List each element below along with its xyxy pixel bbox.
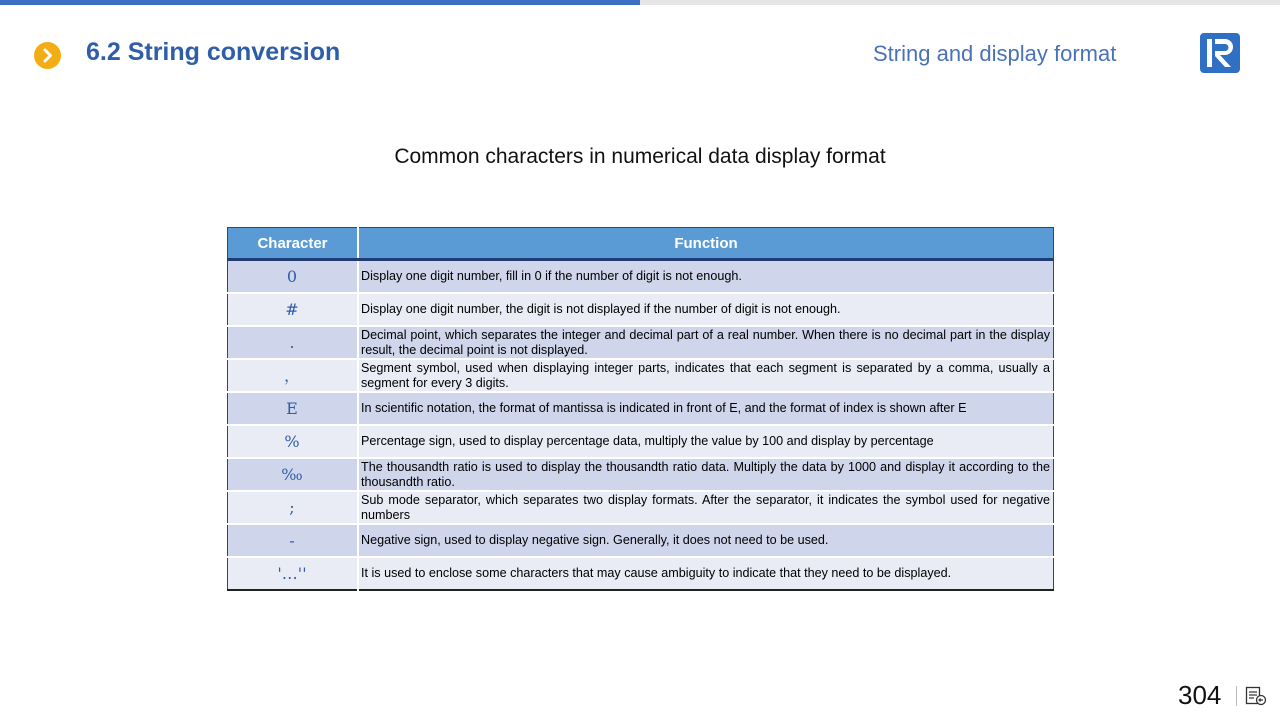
table-row bbox=[228, 491, 1054, 524]
progress-bar bbox=[0, 0, 1280, 5]
table-header-row bbox=[228, 228, 1054, 260]
character-cell: # bbox=[228, 293, 359, 326]
character-cell: . bbox=[228, 326, 359, 359]
function-cell: Negative sign, used to display negative sign. Generally, it does not need to be used. bbox=[358, 524, 1054, 557]
character-cell: E bbox=[228, 392, 359, 425]
section-title: 6.2 String conversion bbox=[86, 38, 341, 66]
table-row bbox=[228, 260, 1054, 294]
function-cell: Display one digit number, the digit is not displayed if the number of digit is not enough. bbox=[358, 293, 1054, 326]
character-cell: % bbox=[228, 425, 359, 458]
table-row bbox=[228, 326, 1054, 359]
function-cell: In scientific notation, the format of mantissa is indicated in front of E, and the format of index is shown after E bbox=[358, 392, 1054, 425]
header-subtitle: String and display format bbox=[873, 41, 1117, 66]
r-logo-icon bbox=[1199, 32, 1241, 74]
column-header-character: Character bbox=[228, 228, 359, 260]
column-header-function: Function bbox=[358, 228, 1054, 260]
table-caption: Common characters in numerical data display format bbox=[394, 145, 886, 168]
function-cell: The thousandth ratio is used to display the thousandth ratio data. Multiply the data by 1000 and display it according to the thousandth ratio. bbox=[358, 458, 1054, 491]
chevron-right-icon bbox=[34, 42, 61, 69]
character-cell: ‰ bbox=[228, 458, 359, 491]
function-cell: Segment symbol, used when displaying integer parts, indicates that each segment is separated by a comma, usually a segment for every 3 digits. bbox=[358, 359, 1054, 392]
table-row bbox=[228, 458, 1054, 491]
function-cell: It is used to enclose some characters that may cause ambiguity to indicate that they need to be displayed. bbox=[358, 557, 1054, 590]
function-cell: Decimal point, which separates the integer and decimal part of a real number. When there is no decimal part in the display result, the decimal point is not displayed. bbox=[358, 326, 1054, 359]
table-row bbox=[228, 293, 1054, 326]
character-cell: - bbox=[228, 524, 359, 557]
page-number: 304 bbox=[1178, 680, 1222, 710]
function-cell: Percentage sign, used to display percentage data, multiply the value by 100 and display by percentage bbox=[358, 425, 1054, 458]
character-cell: ， bbox=[228, 359, 359, 392]
function-cell: Display one digit number, fill in 0 if the number of digit is not enough. bbox=[358, 260, 1054, 294]
footer-divider bbox=[1236, 686, 1237, 706]
character-cell: 0 bbox=[228, 260, 359, 294]
format-characters-table bbox=[227, 227, 1054, 591]
table-row bbox=[228, 557, 1054, 590]
function-cell: Sub mode separator, which separates two display formats. After the separator, it indicates the symbol used for negative numbers bbox=[358, 491, 1054, 524]
table-row bbox=[228, 425, 1054, 458]
character-cell: ; bbox=[228, 491, 359, 524]
character-cell: '…'' bbox=[228, 557, 359, 590]
progress-bar-fill bbox=[0, 0, 640, 5]
notes-icon[interactable] bbox=[1245, 686, 1267, 706]
table-row bbox=[228, 359, 1054, 392]
table-row bbox=[228, 524, 1054, 557]
table-row bbox=[228, 392, 1054, 425]
